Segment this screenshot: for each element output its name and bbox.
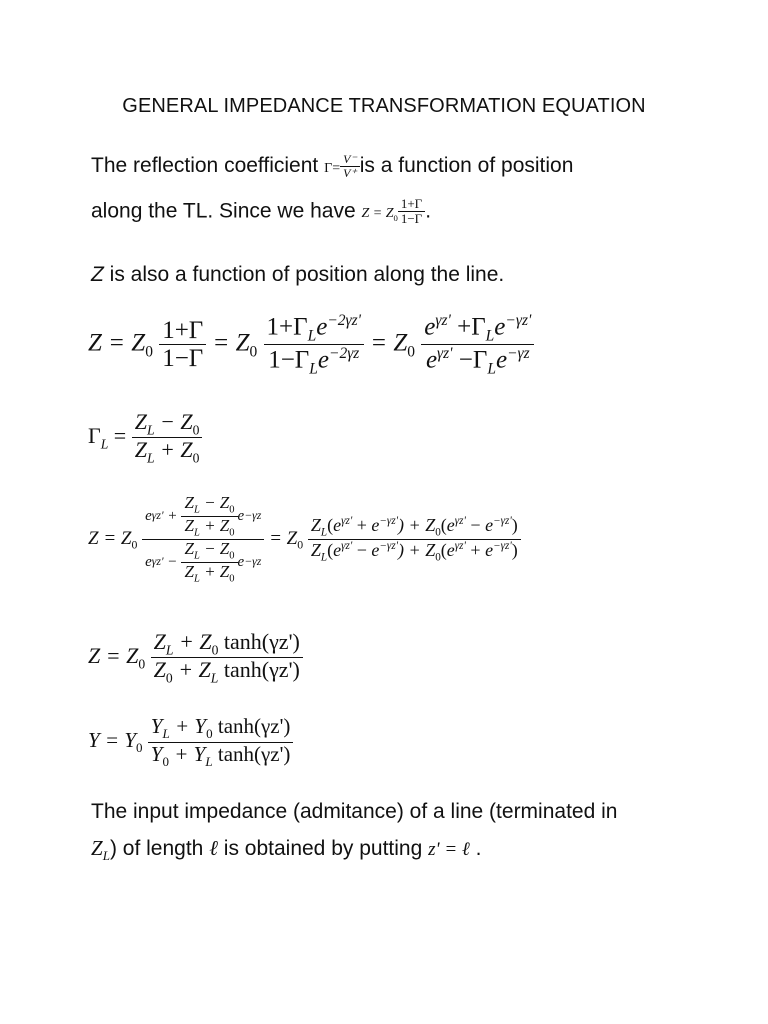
exponent: −γz' xyxy=(505,312,532,329)
minus: − xyxy=(168,554,177,571)
period: . xyxy=(475,837,482,860)
sub: L xyxy=(162,726,170,742)
fraction xyxy=(151,630,303,686)
exponent: −γz' xyxy=(379,515,399,528)
sub: L xyxy=(309,360,318,378)
lhs: Y = Y xyxy=(88,727,137,752)
paren: ( xyxy=(440,539,447,560)
term: − Z xyxy=(199,493,230,512)
e: e xyxy=(485,539,494,560)
gamma-fraction xyxy=(398,197,425,227)
sub: L xyxy=(205,753,213,769)
term: + Z xyxy=(154,437,193,463)
text: is also a function of position along the line. xyxy=(103,263,505,286)
term: 1+Γ xyxy=(266,313,308,341)
z: Z xyxy=(310,539,321,560)
e: e xyxy=(485,515,494,536)
denominator xyxy=(181,563,237,585)
numerator xyxy=(151,630,303,658)
e: e xyxy=(317,346,329,374)
exponent: −γz xyxy=(244,554,262,568)
exponent: −γz xyxy=(507,345,530,363)
sub: 0 xyxy=(192,422,200,438)
v-ratio-fraction xyxy=(340,153,360,180)
sub: 0 xyxy=(229,550,235,562)
exponent: γz' xyxy=(151,509,164,522)
sub: 0 xyxy=(145,343,153,361)
equation-gamma-l xyxy=(88,410,202,466)
sub: L xyxy=(193,573,200,585)
numerator xyxy=(148,715,294,743)
numerator: 1+Γ xyxy=(159,317,206,346)
compound-fraction xyxy=(142,494,264,585)
period: . xyxy=(425,199,432,223)
numerator: V⁻ xyxy=(340,153,360,167)
tanh: tanh(γz') xyxy=(218,657,300,683)
e: e xyxy=(237,554,245,571)
paragraph-input-impedance: The input impedance (admitance) of a line (terminated in xyxy=(91,800,618,823)
fraction xyxy=(132,410,203,466)
equation-z-tanh xyxy=(88,630,303,686)
equals-z: = Z xyxy=(269,527,298,549)
z: Z xyxy=(184,515,194,535)
inner-fraction xyxy=(181,540,237,585)
numerator xyxy=(181,540,237,563)
y: + Y xyxy=(169,741,206,766)
result-fraction xyxy=(308,515,521,564)
sub: L xyxy=(193,527,200,539)
z: Z xyxy=(184,538,194,558)
sub: 0 xyxy=(229,573,235,585)
z: Z xyxy=(134,437,147,463)
e: e xyxy=(145,508,152,525)
tanh: tanh(γz') xyxy=(212,714,291,738)
sub: 0 xyxy=(229,527,235,539)
term: − Z xyxy=(199,538,230,558)
sub: 0 xyxy=(229,504,235,516)
denominator xyxy=(423,345,533,377)
lhs: Z = Z xyxy=(88,642,139,668)
z: Z xyxy=(153,657,166,683)
term: − Z xyxy=(154,409,193,434)
e: e xyxy=(333,539,342,560)
lhs: Z = Z xyxy=(361,206,394,222)
sub: L xyxy=(193,550,200,562)
z-prime-equals-ell: z' = ℓ xyxy=(428,839,470,860)
e: e xyxy=(495,346,508,374)
sub: L xyxy=(487,360,496,378)
sub: 0 xyxy=(211,642,219,658)
z: Z xyxy=(91,836,103,860)
term: −Γ xyxy=(452,346,488,374)
numerator xyxy=(142,494,264,540)
sub: 0 xyxy=(435,551,441,564)
e: e xyxy=(237,508,245,525)
inner-fraction xyxy=(181,494,237,539)
e: e xyxy=(446,539,455,560)
sub: L xyxy=(485,327,495,345)
sub: 0 xyxy=(162,753,169,769)
paragraph-reflection-coefficient xyxy=(91,153,573,180)
numerator xyxy=(264,312,364,345)
op: − xyxy=(465,515,486,536)
z: Z xyxy=(184,493,194,512)
text: along the TL. Since we have xyxy=(91,199,356,223)
exponent: γz' xyxy=(437,345,453,363)
op: + xyxy=(465,539,486,560)
z-equals-z0 xyxy=(361,206,398,224)
exponent: −2γz' xyxy=(327,312,361,329)
equals-z: = Z xyxy=(212,329,250,357)
denominator xyxy=(148,743,294,770)
sub: L xyxy=(193,504,200,516)
ell-symbol: ℓ xyxy=(209,836,218,860)
exponent: −γz' xyxy=(379,539,399,552)
e: e xyxy=(316,313,328,341)
e: e xyxy=(371,539,380,560)
y: Y xyxy=(150,741,163,766)
e: e xyxy=(425,346,438,374)
e: e xyxy=(424,313,436,341)
sub: 0 xyxy=(393,213,398,224)
numerator xyxy=(308,515,521,540)
equation-z-expansion xyxy=(88,312,534,378)
denominator: 1−Γ xyxy=(400,211,423,227)
denominator xyxy=(265,345,362,377)
sub: 0 xyxy=(192,450,200,466)
term: +Γ xyxy=(450,313,486,341)
sub: L xyxy=(165,642,174,658)
sub: 0 xyxy=(297,538,304,552)
denominator xyxy=(181,517,237,539)
join: ) + Z xyxy=(398,515,436,536)
page-title: GENERAL IMPEDANCE TRANSFORMATION EQUATION xyxy=(122,95,646,117)
sub: L xyxy=(102,848,110,864)
y: + Y xyxy=(169,714,207,738)
text: is a function of position xyxy=(359,154,574,178)
denominator: V⁺ xyxy=(343,166,357,181)
z: + Z xyxy=(173,629,212,654)
exponent: γz' xyxy=(341,515,353,528)
numerator xyxy=(132,410,203,438)
paren: ) xyxy=(511,515,518,536)
sub: 0 xyxy=(131,538,138,552)
sub: 0 xyxy=(206,726,213,742)
numerator xyxy=(181,494,237,517)
sub: L xyxy=(210,670,219,686)
exponent: −γz xyxy=(244,509,262,522)
e: e xyxy=(333,515,342,536)
join: ) + Z xyxy=(398,539,436,560)
sub: 0 xyxy=(138,656,146,672)
e: e xyxy=(371,515,380,536)
op: + xyxy=(352,515,372,536)
lhs: Z = Z xyxy=(88,329,146,357)
paren: ( xyxy=(327,539,334,560)
text: The reflection coefficient xyxy=(91,154,319,178)
sub: 0 xyxy=(407,343,416,361)
exponent: γz' xyxy=(341,539,353,552)
equation-z-substituted xyxy=(88,494,521,585)
sub: L xyxy=(146,422,155,438)
exponent: γz' xyxy=(435,312,451,329)
paren: ( xyxy=(327,515,334,536)
op: − xyxy=(352,539,372,560)
e: e xyxy=(145,554,152,571)
z: Z xyxy=(184,561,194,581)
text: ) of length xyxy=(109,837,204,860)
sub: 0 xyxy=(136,740,143,755)
equals-sign: = xyxy=(332,161,341,177)
z: Z xyxy=(310,515,321,536)
sub: 0 xyxy=(435,526,441,539)
paragraph-since-we-have xyxy=(91,197,431,227)
term: 1−Γ xyxy=(268,346,310,374)
equation-y-tanh xyxy=(88,715,293,769)
z-symbol: Z xyxy=(91,263,104,286)
exponent: −2γz xyxy=(328,345,360,363)
denominator xyxy=(132,438,203,465)
denominator xyxy=(151,658,303,685)
gamma: Γ xyxy=(88,422,101,448)
y: Y xyxy=(150,714,163,738)
e: e xyxy=(446,515,455,536)
paragraph-input-impedance-line2 xyxy=(91,836,482,864)
zl-symbol xyxy=(91,836,110,864)
numerator xyxy=(421,312,534,345)
tanh: tanh(γz') xyxy=(218,629,300,654)
exponent: −γz' xyxy=(493,515,512,528)
denominator xyxy=(142,540,264,585)
sub: L xyxy=(307,327,317,345)
paren: ) xyxy=(511,539,518,560)
denominator xyxy=(308,540,521,564)
sub: 0 xyxy=(249,343,258,361)
tanh: tanh(γz') xyxy=(212,741,291,766)
equals-z: = Z xyxy=(370,329,408,357)
e: e xyxy=(494,313,506,341)
denominator: 1−Γ xyxy=(162,345,204,373)
z: + Z xyxy=(172,657,211,683)
sub: L xyxy=(146,450,155,466)
exponent: −γz' xyxy=(493,539,512,552)
term: + Z xyxy=(199,515,230,535)
paren: ( xyxy=(440,515,447,536)
z: Z xyxy=(153,629,166,654)
lhs: Z = Z xyxy=(88,527,132,549)
fraction-1 xyxy=(159,317,206,373)
z: Z xyxy=(134,409,147,434)
fraction-2 xyxy=(264,312,364,378)
text: is obtained by putting xyxy=(223,837,423,860)
fraction xyxy=(148,715,294,769)
exponent: γz' xyxy=(454,515,466,528)
term: + Z xyxy=(199,561,230,581)
sub: 0 xyxy=(165,670,173,686)
gamma-symbol: Γ xyxy=(324,161,333,177)
fraction-3 xyxy=(421,312,534,378)
exponent: γz' xyxy=(454,539,466,552)
plus: + xyxy=(168,508,177,525)
sub: L xyxy=(100,436,109,452)
sub: L xyxy=(320,526,328,539)
sub: L xyxy=(320,551,328,564)
paragraph-z-function xyxy=(91,263,504,287)
numerator: 1+Γ xyxy=(398,197,425,212)
equals: = xyxy=(113,422,127,448)
exponent: γz' xyxy=(151,554,164,568)
